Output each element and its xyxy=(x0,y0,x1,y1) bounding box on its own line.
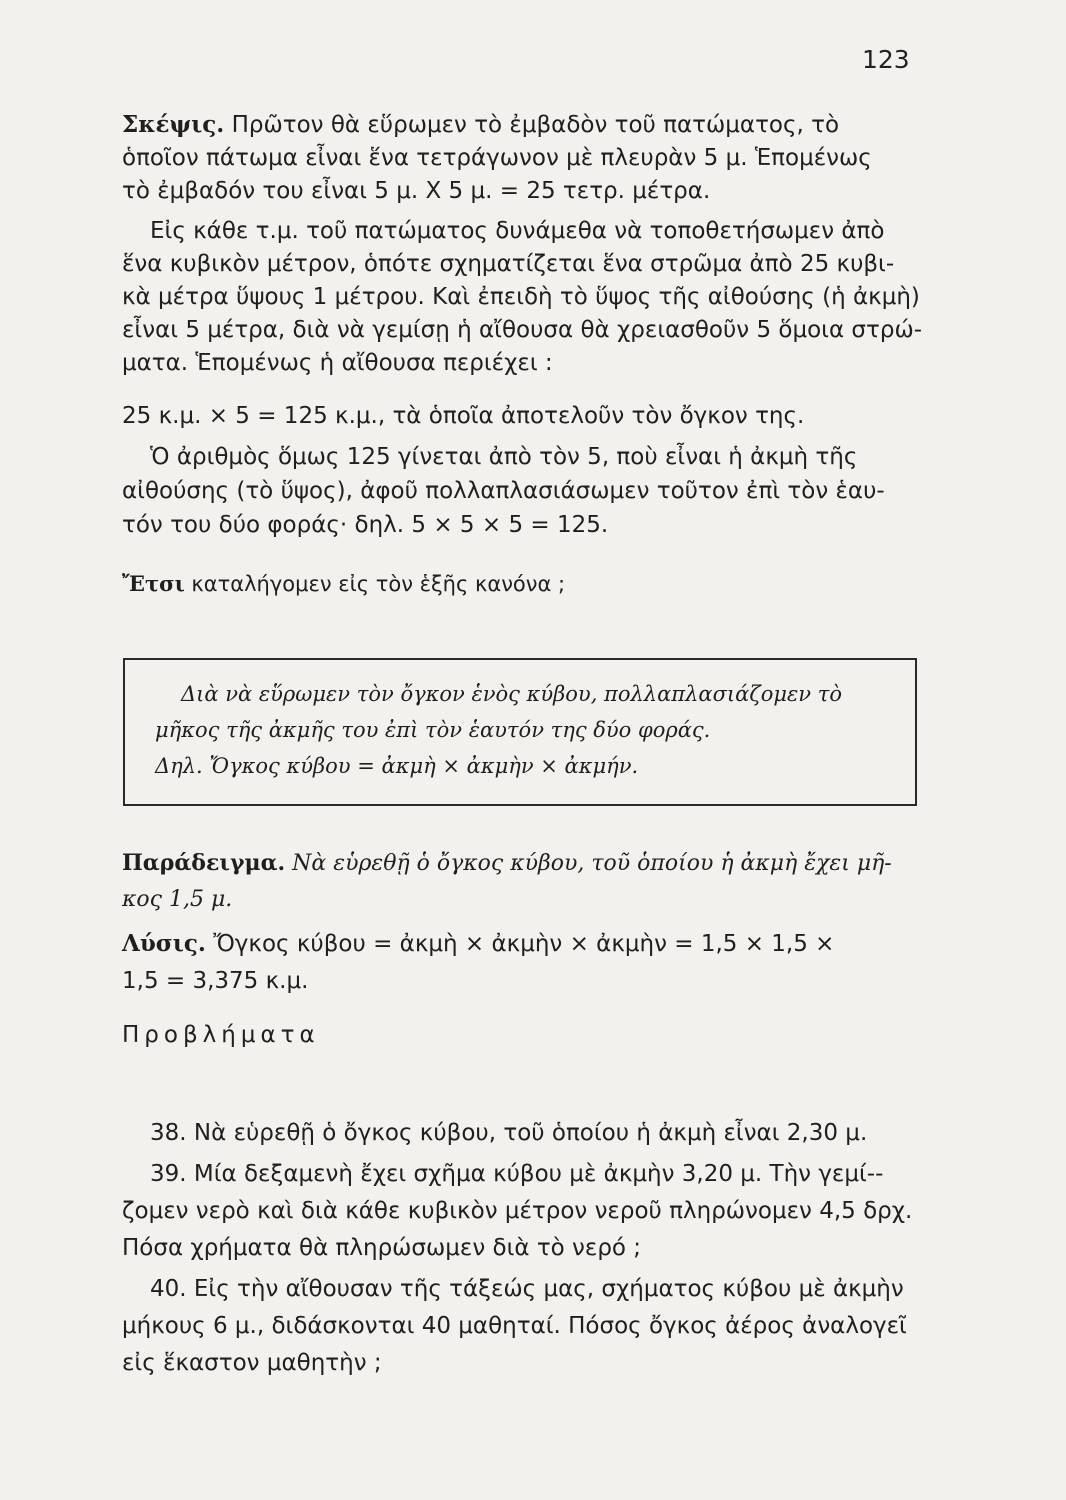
solution-line-2: ὁποῖον πάτωμα εἶναι ἕνα τετράγωνον μὲ πλευρὰν 5 μ. Ἑπομένως xyxy=(122,145,872,171)
answer-line-1: Λύσις. Ὄγκος κύβου = ἀκμὴ × ἀκμὴν × ἀκμὴν = 1,5 × 1,5 × xyxy=(122,930,835,957)
problems-heading: Προβλήματα xyxy=(122,1022,320,1048)
para3-line-3: τόν του δύο φοράς· δηλ. 5 × 5 × 5 = 125. xyxy=(122,512,609,538)
problem-39 xyxy=(122,1156,922,1267)
solution-line-1: Σκέψις. Πρῶτον θὰ εὕρωμεν τὸ ἐμβαδὸν τοῦ πατώματος, τὸ xyxy=(122,111,840,138)
para2-line-1: Εἰς κάθε τ.μ. τοῦ πατώματος δυνάμεθα νὰ τοποθετήσωμεν ἀπὸ xyxy=(150,218,885,244)
rule-intro xyxy=(122,568,922,600)
answer-paragraph xyxy=(122,925,922,1000)
calculation-line: 25 κ.μ. × 5 = 125 κ.μ., τὰ ὁποῖα ἀποτελοῦν τὸν ὄγκον της. xyxy=(122,403,805,429)
answer-label: Λύσις. xyxy=(122,930,206,957)
rule-intro-text: καταλήγομεν εἰς τὸν ἑξῆς κανόνα ; xyxy=(184,572,566,596)
paragraph-layers xyxy=(122,215,922,380)
example-line-1: Παράδειγμα. Νὰ εὑρεθῇ ὁ ὄγκος κύβου, τοῦ ὁποίου ἡ ἀκμὴ ἔχει μῆ- xyxy=(122,850,892,876)
solution-line-3: τὸ ἐμβαδόν του εἶναι 5 μ. X 5 μ. = 25 τετρ. μέτρα. xyxy=(122,178,711,204)
problem-39-line-1: 39. Μία δεξαμενὴ ἔχει σχῆμα κύβου μὲ ἀκμὴν 3,20 μ. Τὴν γεμί-- xyxy=(150,1161,884,1187)
rule-line-3: Δηλ. Ὄγκος κύβου = ἀκμὴ × ἀκμὴν × ἀκμήν. xyxy=(155,754,639,778)
paragraph-explanation xyxy=(122,440,922,542)
example-label: Παράδειγμα. xyxy=(122,850,286,876)
problem-39-line-3: Πόσα χρήματα θὰ πληρώσωμεν διὰ τὸ νερό ; xyxy=(122,1235,642,1261)
solution-label: Σκέψις. xyxy=(122,111,225,138)
problem-39-line-2: ζομεν νερὸ καὶ διὰ κάθε κυβικὸν μέτρον νεροῦ πληρώνομεν 4,5 δρχ. xyxy=(122,1198,913,1224)
page-number: 123 xyxy=(862,45,910,74)
rule-box xyxy=(123,658,917,806)
problem-40-line-1: 40. Εἰς τὴν αἴθουσαν τῆς τάξεώς μας, σχήματος κύβου μὲ ἀκμὴν xyxy=(150,1276,904,1302)
problem-40-line-2: μήκους 6 μ., διδάσκονται 40 μαθηταί. Πόσος ὄγκος ἀέρος ἀναλογεῖ xyxy=(122,1313,907,1339)
problem-38 xyxy=(122,1115,922,1152)
para2-line-2: ἕνα κυβικὸν μέτρον, ὁπότε σχηματίζεται ἕνα στρῶμα ἀπὸ 25 κυβι- xyxy=(122,251,895,277)
para3-line-1: Ὁ ἀριθμὸς ὅμως 125 γίνεται ἀπὸ τὸν 5, ποὺ εἶναι ἡ ἀκμὴ τῆς xyxy=(150,444,858,470)
rule-intro-bold: Ἔτσι xyxy=(122,571,185,596)
answer-line-2: 1,5 = 3,375 κ.μ. xyxy=(122,968,309,994)
problem-38-line-1: 38. Νὰ εὑρεθῇ ὁ ὄγκος κύβου, τοῦ ὁποίου ἡ ἀκμὴ εἶναι 2,30 μ. xyxy=(150,1120,868,1146)
problem-40 xyxy=(122,1271,922,1382)
example-line-2: κος 1,5 μ. xyxy=(122,887,233,912)
para2-line-3: κὰ μέτρα ὕψους 1 μέτρου. Καὶ ἐπειδὴ τὸ ὕψος τῆς αἰθούσης (ἡ ἀκμὴ) xyxy=(122,284,920,310)
para3-line-2: αἰθούσης (τὸ ὕψος), ἀφοῦ πολλαπλασιάσωμεν τοῦτον ἐπὶ τὸν ἑαυ- xyxy=(122,478,885,504)
rule-line-2: μῆκος τῆς ἀκμῆς του ἐπὶ τὸν ἑαυτόν της δύο φοράς. xyxy=(155,718,711,742)
problem-40-line-3: εἰς ἕκαστον μαθητὴν ; xyxy=(122,1350,382,1376)
example-paragraph xyxy=(122,845,922,918)
solution-paragraph xyxy=(122,108,922,208)
para2-line-4: εἶναι 5 μέτρα, διὰ νὰ γεμίσῃ ἡ αἴθουσα θὰ χρειασθοῦν 5 ὅμοια στρώ- xyxy=(122,317,923,343)
para2-line-5: ματα. Ἑπομένως ἡ αἴθουσα περιέχει : xyxy=(122,350,553,376)
rule-line-1: Διὰ νὰ εὕρωμεν τὸν ὄγκον ἑνὸς κύβου, πολλαπλασιάζομεν τὸ xyxy=(181,682,842,706)
problems-list xyxy=(122,1115,922,1382)
